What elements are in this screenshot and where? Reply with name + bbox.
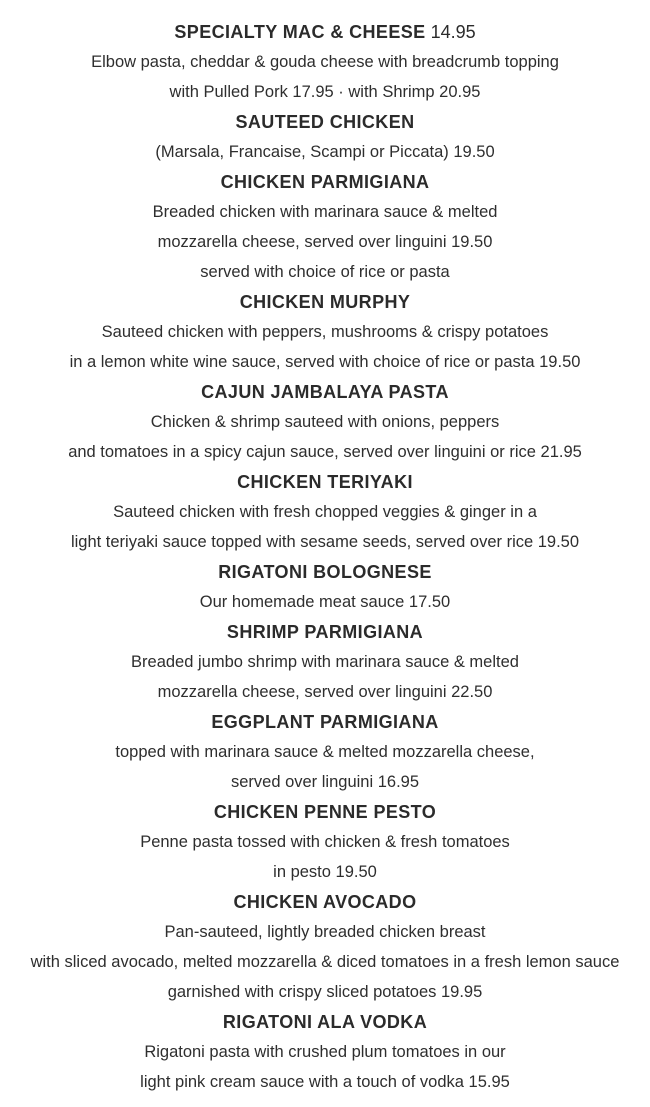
- item-name: CHICKEN PARMIGIANA: [220, 172, 430, 192]
- menu-item: [8, 467, 642, 557]
- item-name: CAJUN JAMBALAYA PASTA: [201, 382, 449, 402]
- item-heading: [8, 617, 642, 647]
- item-description-line: Chicken & shrimp sauteed with onions, peppers: [150, 413, 500, 431]
- item-name: CHICKEN PENNE PESTO: [213, 802, 437, 822]
- menu-items-list: [8, 17, 642, 1097]
- item-description-line: topped with marinara sauce & melted mozzarella cheese,: [115, 743, 535, 761]
- menu-item: [8, 707, 642, 797]
- item-description-line: with Pulled Pork 17.95 · with Shrimp 20.95: [169, 83, 481, 101]
- item-description-line: with sliced avocado, melted mozzarella & diced tomatoes in a fresh lemon sauce: [30, 953, 620, 971]
- menu-item: [8, 107, 642, 167]
- item-description-line: Penne pasta tossed with chicken & fresh tomatoes: [140, 833, 510, 851]
- item-heading: [8, 1007, 642, 1037]
- item-heading: [8, 167, 642, 197]
- item-heading: [8, 707, 642, 737]
- item-description-line: Rigatoni pasta with crushed plum tomatoes in our: [144, 1043, 506, 1061]
- item-heading: [8, 107, 642, 137]
- item-name: CHICKEN AVOCADO: [233, 892, 417, 912]
- item-name: CHICKEN MURPHY: [239, 292, 411, 312]
- item-heading: [8, 377, 642, 407]
- item-description-line: served with choice of rice or pasta: [200, 263, 450, 281]
- item-description-line: Our homemade meat sauce 17.50: [199, 593, 451, 611]
- item-heading: [8, 557, 642, 587]
- item-description-line: Sauteed chicken with peppers, mushrooms & crispy potatoes: [101, 323, 549, 341]
- item-description-line: mozzarella cheese, served over linguini 22.50: [157, 683, 493, 701]
- item-description-line: light teriyaki sauce topped with sesame seeds, served over rice 19.50: [70, 533, 580, 551]
- item-price: 14.95: [430, 22, 476, 42]
- menu-item: [8, 1007, 642, 1097]
- menu-item: [8, 377, 642, 467]
- item-heading: [8, 467, 642, 497]
- item-description-line: mozzarella cheese, served over linguini 19.50: [157, 233, 493, 251]
- menu-item: [8, 557, 642, 617]
- item-heading: [8, 797, 642, 827]
- menu-item: [8, 167, 642, 287]
- item-description-line: and tomatoes in a spicy cajun sauce, served over linguini or rice 21.95: [68, 443, 582, 461]
- item-description-line: in pesto 19.50: [273, 863, 377, 881]
- item-name: EGGPLANT PARMIGIANA: [211, 712, 439, 732]
- item-description-line: Breaded chicken with marinara sauce & melted: [152, 203, 498, 221]
- item-name: RIGATONI BOLOGNESE: [218, 562, 432, 582]
- menu-item: [8, 17, 642, 107]
- item-description-line: (Marsala, Francaise, Scampi or Piccata) 19.50: [155, 143, 495, 161]
- item-description-line: Pan-sauteed, lightly breaded chicken breast: [164, 923, 486, 941]
- item-heading: [8, 287, 642, 317]
- menu-item: [8, 887, 642, 1007]
- menu-item: [8, 797, 642, 887]
- item-description-line: served over linguini 16.95: [230, 773, 420, 791]
- item-description-line: Breaded jumbo shrimp with marinara sauce & melted: [131, 653, 519, 671]
- item-name: RIGATONI ALA VODKA: [222, 1012, 428, 1032]
- item-heading: [8, 17, 642, 47]
- menu-item: [8, 617, 642, 707]
- item-description-line: garnished with crispy sliced potatoes 19.95: [167, 983, 483, 1001]
- item-description-line: light pink cream sauce with a touch of vodka 15.95: [140, 1073, 510, 1091]
- item-name: SAUTEED CHICKEN: [235, 112, 415, 132]
- item-heading: [8, 887, 642, 917]
- item-name: SHRIMP PARMIGIANA: [226, 622, 424, 642]
- item-description-line: in a lemon white wine sauce, served with choice of rice or pasta 19.50: [69, 353, 581, 371]
- menu-item: [8, 287, 642, 377]
- item-name: SPECIALTY MAC & CHEESE: [174, 22, 426, 42]
- item-description-line: Sauteed chicken with fresh chopped veggies & ginger in a: [113, 503, 537, 521]
- item-name: CHICKEN TERIYAKI: [237, 472, 413, 492]
- item-description-line: Elbow pasta, cheddar & gouda cheese with breadcrumb topping: [91, 53, 559, 71]
